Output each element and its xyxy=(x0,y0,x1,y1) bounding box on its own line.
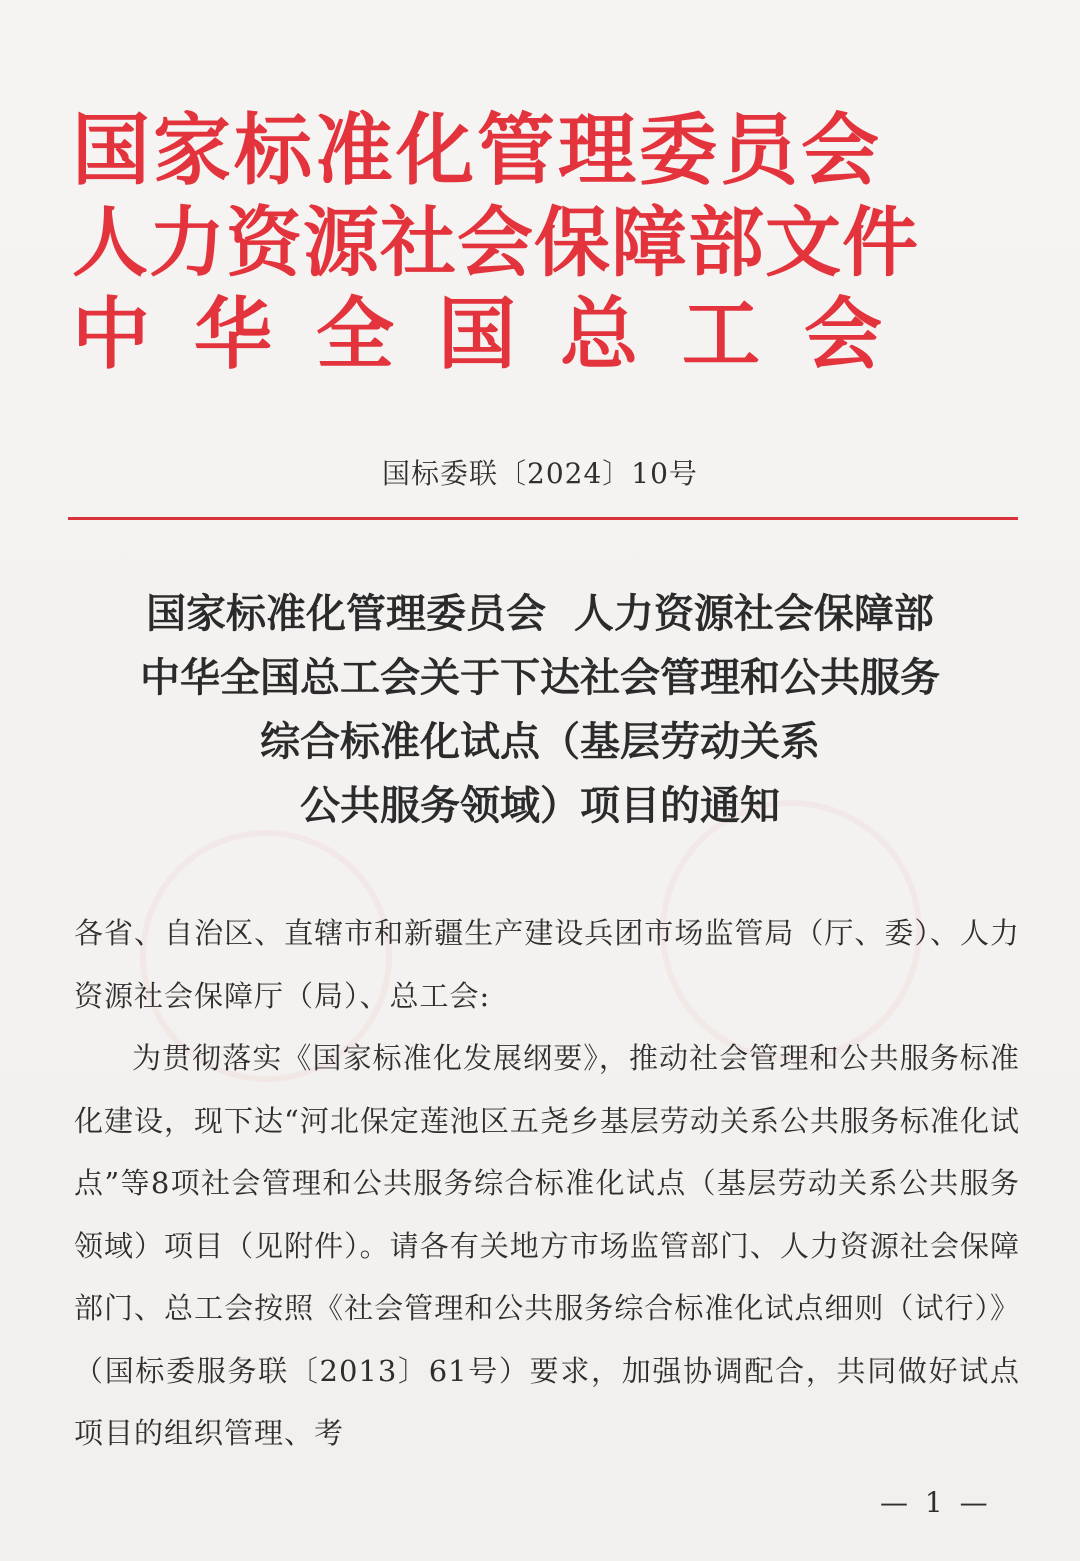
masthead-line-2: 人力资源社会保障部文件 xyxy=(72,198,919,287)
masthead-line-1: 国家标准化管理委员会 xyxy=(72,105,883,196)
masthead-line-3: 中华全国总工会 xyxy=(72,289,927,380)
salutation: 各省、自治区、直辖市和新疆生产建设兵团市场监管局（厅、委）、人力资源社会保障厅（局）、总工会: xyxy=(74,916,1020,1013)
title-line-3: 综合标准化试点（基层劳动关系 xyxy=(260,719,820,765)
issuing-authorities-masthead xyxy=(72,105,1032,381)
title-line-4: 公共服务领域）项目的通知 xyxy=(300,783,780,829)
document-body xyxy=(74,902,1020,1465)
red-divider-rule xyxy=(68,517,1018,520)
title-line-2: 中华全国总工会关于下达社会管理和公共服务 xyxy=(140,655,940,701)
body-paragraph: 为贯彻落实《国家标准化发展纲要》，推动社会管理和公共服务标准化建设，现下达“河北保定莲池区五尧乡基层劳动关系公共服务标准化试点”等8项社会管理和公共服务综合标准化试点（基层劳动关系公共服务领域）项目（见附件）。请各有关地方市场监管部门、人力资源社会保障部门、总工会按照《社会管理和公共服务综合标准化试点细则（试行）》（国标委服务联〔2013〕61号）要求，加强协调配合，共同做好试点项目的组织管理、考 xyxy=(74,1041,1020,1450)
page-number: — 1 — xyxy=(880,1486,992,1519)
document-number: 国标委联〔2024〕10号 xyxy=(382,457,698,490)
document-title xyxy=(60,582,1020,838)
title-line-1: 国家标准化管理委员会 人力资源社会保障部 xyxy=(146,591,934,637)
